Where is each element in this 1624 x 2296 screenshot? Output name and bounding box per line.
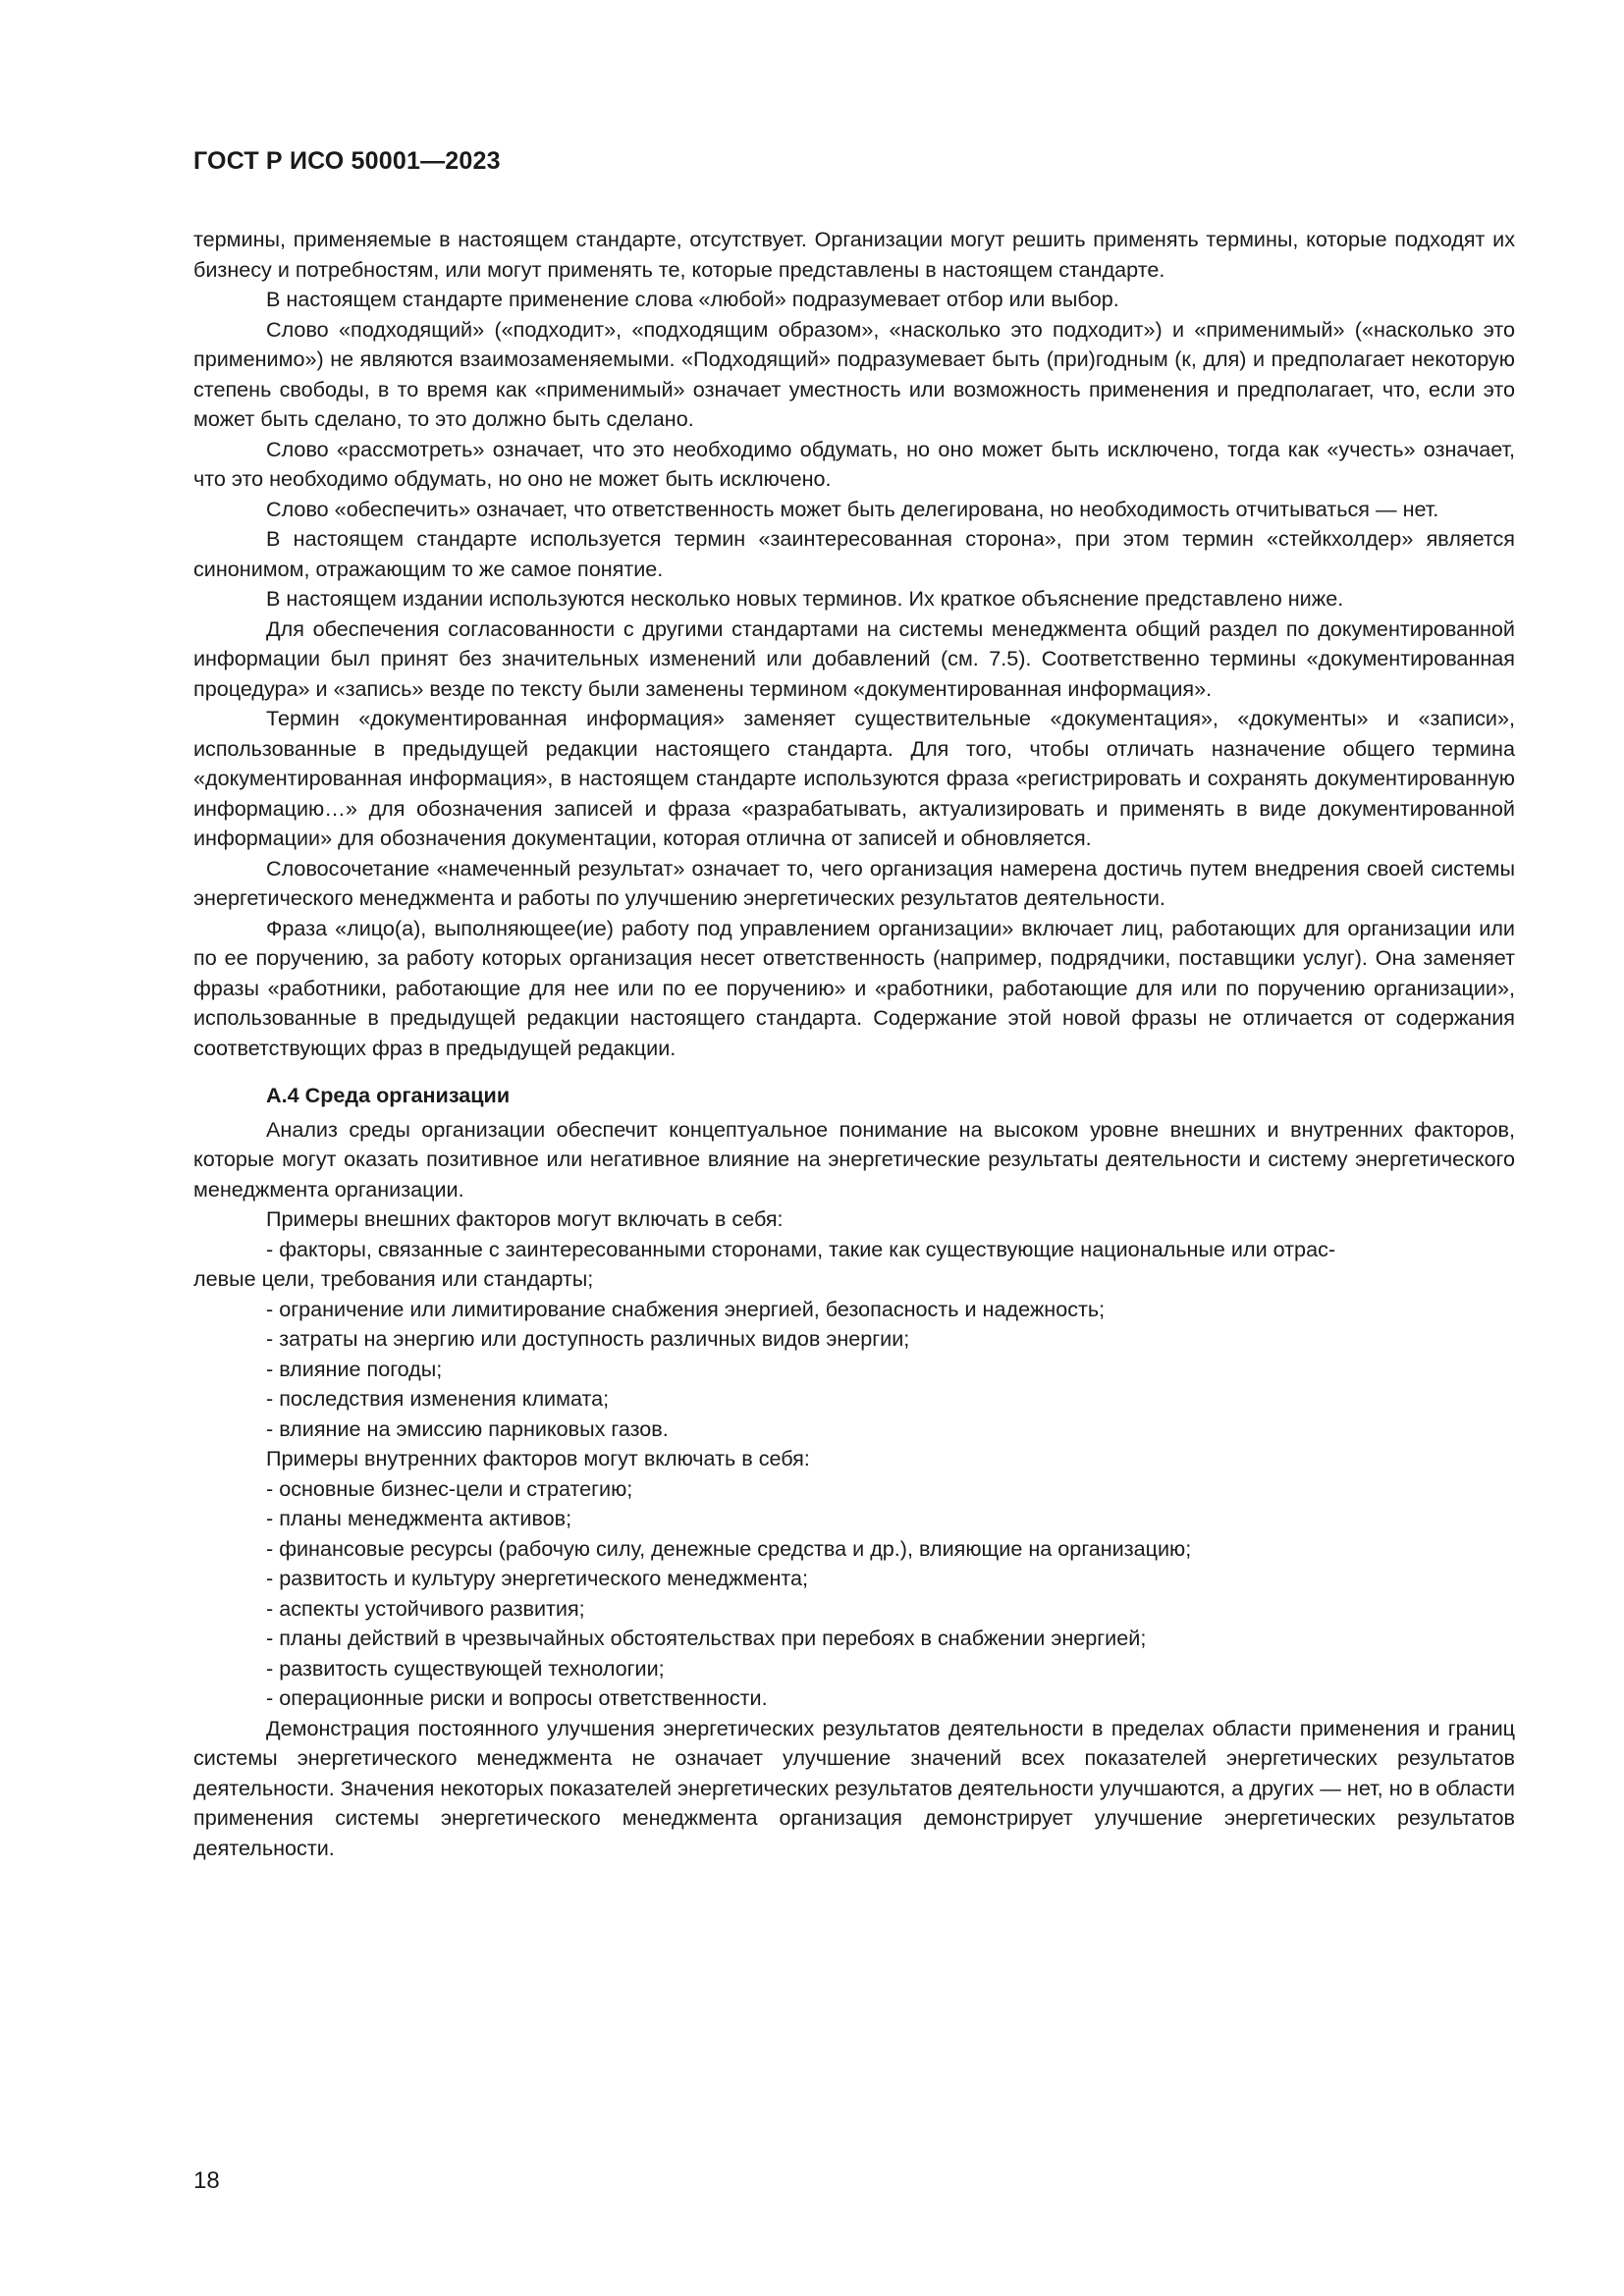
external-factors-lead: Примеры внешних факторов могут включать в себя: bbox=[266, 1206, 784, 1231]
list-item: - развитость и культуру энергетического менеджмента; bbox=[266, 1566, 809, 1590]
paragraph: Термин «документированная информация» заменяет существительные «документация», «документы» и «записи», использованные в предыдущей редакции настоящего стандарта. Для того, чтобы отличать назначение общего термина «документированная информация», в настоящем стандарте используются фраза «регистрировать и сохранять документированную информацию…» для обозначения записей и фраза «разрабатывать, актуализировать и применять в виде документированной информации» для обозначения документации, которая отлична от записей и обновляется. bbox=[193, 706, 1515, 850]
list-item: - планы действий в чрезвычайных обстоятельствах при перебоях в снабжении энергией; bbox=[266, 1626, 1147, 1650]
list-item: - последствия изменения климата; bbox=[266, 1386, 610, 1411]
paragraph: В настоящем стандарте используется термин «заинтересованная сторона», при этом термин «стейкхолдер» является синонимом, отражающим то же самое понятие. bbox=[193, 526, 1515, 581]
list-item: - аспекты устойчивого развития; bbox=[266, 1595, 585, 1621]
list-item: - влияние погоды; bbox=[266, 1356, 443, 1381]
paragraph-continuation: термины, применяемые в настоящем стандарте, отсутствует. Организации могут решить применять термины, которые подходят их бизнесу и потребностям, или могут применять те, которые представлены в настоящем стандарте. bbox=[193, 227, 1515, 282]
paragraph: В настоящем стандарте применение слова «любой» подразумевает отбор или выбор. bbox=[266, 287, 1119, 311]
paragraph: Слово «рассмотреть» означает, что это необходимо обдумать, но оно может быть исключено, тогда как «учесть» означает, что это необходимо обдумать, но оно не может быть исключено. bbox=[193, 436, 1515, 491]
internal-factors-list bbox=[193, 1474, 1515, 1714]
paragraph: Фраза «лицо(а), выполняющее(ие) работу под управлением организации» включает лиц, работающих для организации или по ее поручению, за работу которых организация несет ответственность (например, подрядчики, поставщики услуг). Она заменяет фразы «работники, работающие для нее или по ее поручению» и «работники, работающие для или по поручению организации», использованные в предыдущей редакции настоящего стандарта. Содержание этой новой фразы не отличается от содержания соответствующих фраз в предыдущей редакции. bbox=[193, 915, 1515, 1060]
document-header: ГОСТ Р ИСО 50001—2023 bbox=[193, 147, 501, 175]
external-factors-list bbox=[193, 1235, 1515, 1265]
internal-factors-lead: Примеры внутренних факторов могут включать в себя: bbox=[266, 1446, 810, 1470]
list-item-text: - факторы, связанные с заинтересованными сторонами, такие как существующие национальные или отрас- bbox=[266, 1236, 1336, 1261]
list-item bbox=[193, 1235, 1515, 1265]
list-item: - затраты на энергию или доступность различных видов энергии; bbox=[266, 1326, 910, 1351]
list-item-continuation: левые цели, требования или стандарты; bbox=[193, 1266, 594, 1291]
page-number: 18 bbox=[193, 2167, 220, 2194]
list-item: - развитость существующей технологии; bbox=[266, 1655, 665, 1681]
paragraph: Слово «подходящий» («подходит», «подходящим образом», «насколько это подходит») и «применимый» («насколько это применимо») не являются взаимозаменяемыми. «Подходящий» подразумевает быть (при)годным (к, для) и предполагает некоторую степень свободы, в то время как «применимый» означает уместность или возможность применения и предполагает, что, если это может быть сделано, то это должно быть сделано. bbox=[193, 316, 1515, 431]
paragraph: Словосочетание «намеченный результат» означает то, чего организация намерена достичь путем внедрения своей системы энергетического менеджмента и работы по улучшению энергетических результатов деятельности. bbox=[193, 855, 1515, 910]
list-item: - влияние на эмиссию парниковых газов. bbox=[266, 1415, 669, 1441]
paragraph: Слово «обеспечить» означает, что ответственность может быть делегирована, но необходимость отчитываться — нет. bbox=[266, 496, 1439, 521]
section-heading: А.4 Среда организации bbox=[266, 1083, 511, 1107]
external-factors-list-rest bbox=[193, 1295, 1515, 1445]
list-item: - операционные риски и вопросы ответственности. bbox=[266, 1685, 768, 1710]
section-intro: Анализ среды организации обеспечит концептуальное понимание на высоком уровне внешних и внутренних факторов, которые могут оказать позитивное или негативное влияние на энергетические результаты деятельности и систему энергетического менеджмента организации. bbox=[193, 1116, 1515, 1201]
list-item: - планы менеджмента активов; bbox=[266, 1506, 572, 1530]
list-item: - ограничение или лимитирование снабжения энергией, безопасность и надежность; bbox=[266, 1296, 1106, 1321]
closing-paragraph: Демонстрация постоянного улучшения энергетических результатов деятельности в пределах области применения и границ системы энергетического менеджмента не означает улучшение значений всех показателей энергетических результатов деятельности. Значения некоторых показателей энергетических результатов деятельности улучшаются, а других — нет, но в области применения системы энергетического менеджмента организация демонстрирует улучшение энергетических результатов деятельности. bbox=[193, 1715, 1515, 1860]
paragraph: Для обеспечения согласованности с другими стандартами на системы менеджмента общий раздел по документированной информации был принят без значительных изменений или добавлений (см. 7.5). Соответственно термины «документированная процедура» и «запись» везде по тексту были заменены термином «документированная информация». bbox=[193, 615, 1515, 701]
paragraph: В настоящем издании используются несколько новых терминов. Их краткое объяснение представлено ниже. bbox=[266, 586, 1344, 611]
list-item: - финансовые ресурсы (рабочую силу, денежные средства и др.), влияющие на организацию; bbox=[266, 1535, 1192, 1561]
list-item: - основные бизнес-цели и стратегию; bbox=[266, 1475, 633, 1501]
page-content bbox=[193, 225, 1515, 1863]
